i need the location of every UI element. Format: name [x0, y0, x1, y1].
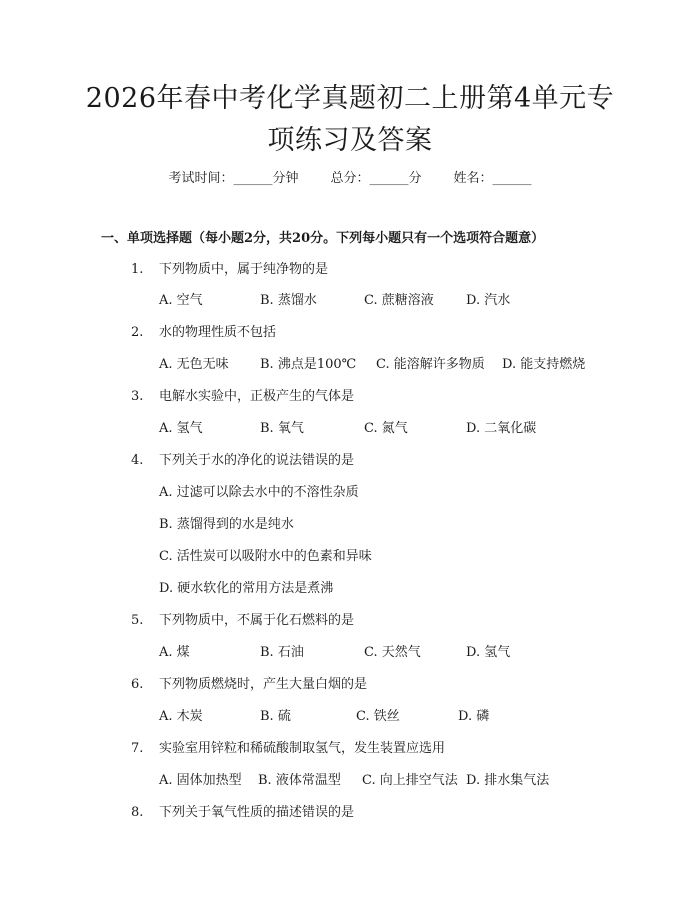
- option-a: A. 过滤可以除去水中的不溶性杂质: [159, 485, 359, 500]
- section-title: 一、单项选择题（每小题2分，共20分。下列每小题只有一个选项符合题意）: [101, 231, 545, 246]
- question-text: 下列物质中，属于纯净物的是: [159, 262, 329, 277]
- exam-meta: [0, 167, 700, 186]
- option-a: A. 氢气: [159, 421, 203, 436]
- option-b: B. 蒸馏得到的水是纯水: [159, 517, 294, 532]
- option-c: C. 能溶解许多物质: [376, 357, 485, 372]
- option-a: A. 固体加热型: [159, 773, 242, 788]
- option-d: D. 磷: [458, 709, 490, 724]
- question-text: 电解水实验中，正极产生的气体是: [159, 389, 355, 404]
- option-d: D. 排水集气法: [466, 773, 550, 788]
- option-a: A. 无色无味: [159, 357, 229, 372]
- document-title: [40, 78, 660, 162]
- option-b: B. 硫: [260, 709, 291, 724]
- question-text: 下列物质燃烧时，产生大量白烟的是: [159, 677, 368, 692]
- question-text: 下列关于水的净化的说法错误的是: [159, 453, 355, 468]
- question-number: 5.: [131, 613, 144, 628]
- option-d: D. 硬水软化的常用方法是煮沸: [159, 581, 334, 596]
- option-a: A. 木炭: [159, 709, 203, 724]
- question-number: 2.: [131, 325, 144, 340]
- option-d: D. 氢气: [466, 645, 511, 660]
- option-c: C. 氮气: [364, 421, 408, 436]
- question-number: 6.: [131, 677, 144, 692]
- option-c: C. 铁丝: [356, 709, 400, 724]
- question-number: 8.: [131, 805, 144, 820]
- student-name-label: 姓名：______: [453, 171, 532, 186]
- exam-time-label: 考试时间：______分钟: [168, 171, 299, 186]
- question-number: 7.: [131, 741, 144, 756]
- option-b: B. 蒸馏水: [260, 293, 317, 308]
- question-text: 水的物理性质不包括: [159, 325, 277, 340]
- question-number: 4.: [131, 453, 144, 468]
- title-line-1: 2026年春中考化学真题初二上册第4单元专: [85, 83, 615, 114]
- option-d: D. 汽水: [466, 293, 511, 308]
- question-text: 实验室用锌粒和稀硫酸制取氢气，发生装置应选用: [159, 741, 446, 756]
- option-a: A. 煤: [159, 645, 190, 660]
- option-b: B. 石油: [260, 645, 304, 660]
- question-text: 下列关于氧气性质的描述错误的是: [159, 805, 355, 820]
- option-b: B. 沸点是100℃: [260, 357, 357, 372]
- question-text: 下列物质中，不属于化石燃料的是: [159, 613, 355, 628]
- option-d: D. 二氧化碳: [466, 421, 537, 436]
- option-c: C. 向上排空气法: [362, 773, 458, 788]
- option-b: B. 液体常温型: [258, 773, 341, 788]
- total-score-label: 总分：______分: [330, 171, 422, 186]
- question-number: 1.: [131, 262, 144, 277]
- question-number: 3.: [131, 389, 144, 404]
- option-a: A. 空气: [159, 293, 203, 308]
- option-d: D. 能支持燃烧: [502, 357, 586, 372]
- option-c: C. 天然气: [364, 645, 421, 660]
- title-line-2: 项练习及答案: [267, 125, 433, 156]
- option-c: C. 蔗糖溶液: [364, 293, 434, 308]
- option-b: B. 氧气: [260, 421, 304, 436]
- option-c: C. 活性炭可以吸附水中的色素和异味: [159, 549, 372, 564]
